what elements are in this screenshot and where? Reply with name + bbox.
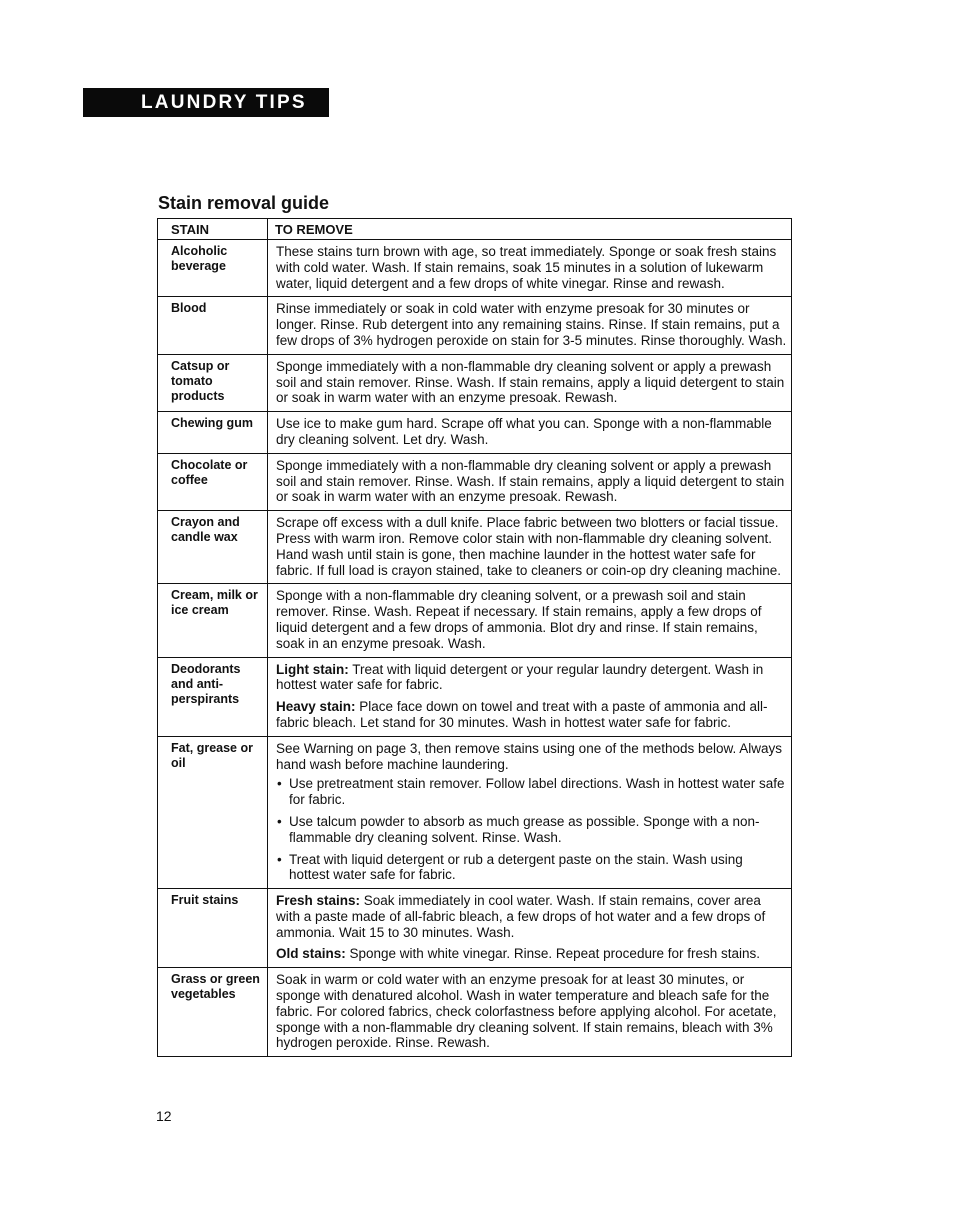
table-row [158, 453, 792, 510]
page-title: Stain removal guide [158, 193, 330, 213]
bullet-icon: • [277, 776, 282, 792]
bullet-icon: • [277, 813, 282, 829]
intro-text: See Warning on page 3, then remove stains using one of the methods below. Always hand wash before machine laundering. [276, 740, 783, 772]
method-list [276, 776, 787, 883]
column-header-stain: STAIN [158, 219, 268, 240]
stain-name: Blood [158, 297, 268, 354]
list-item [276, 776, 787, 808]
fresh-stain-text: Soak immediately in cool water. Wash. If stain remains, cover area with a paste made of all-fabric bleach, a few drops of hot water and a few drops of ammonia. Wait 15 to 30 minutes. Wash. [276, 893, 766, 940]
stain-instructions [268, 889, 792, 968]
heavy-stain-text: Place face down on towel and treat with a paste of ammonia and all-fabric bleach. Let stand for 30 minutes. Wash in hottest water safe for fabric. [276, 699, 768, 730]
stain-name: Alcoholic beverage [158, 240, 268, 297]
stain-name: Cream, milk or ice cream [158, 584, 268, 657]
table-row [158, 657, 792, 736]
list-item-text: Use talcum powder to absorb as much grease as possible. Sponge with a non-flammable dry cleaning solvent. Rinse. Wash. [289, 813, 760, 845]
stain-instructions: Sponge with a non-flammable dry cleaning solvent, or a prewash soil and stain remover. Rinse. Wash. Repeat if necessary. If stain remains, apply a few drops of liquid detergent and a few drops of ammonia. Blot dry and rinse. If stain remains, soak in an enzyme presoak. Wash. [268, 584, 792, 657]
light-stain-label: Light stain: [276, 661, 349, 677]
fresh-stain-paragraph [276, 893, 787, 940]
stain-instructions [268, 736, 792, 888]
old-stain-text: Sponge with white vinegar. Rinse. Repeat procedure for fresh stains. [345, 946, 760, 962]
list-item-text: Treat with liquid detergent or rub a detergent paste on the stain. Wash using hottest water safe for fabric. [289, 851, 743, 883]
stain-name: Grass or green vegetables [158, 968, 268, 1057]
stain-instructions [268, 657, 792, 736]
table-header-row [158, 219, 792, 240]
stain-name: Catsup or tomato products [158, 354, 268, 411]
table-row [158, 511, 792, 584]
old-stain-paragraph [276, 946, 787, 962]
fresh-stain-label: Fresh stains: [276, 893, 361, 909]
stain-instructions: Sponge immediately with a non-flammable dry cleaning solvent or apply a prewash soil and stain remover. Rinse. Wash. If stain remains, apply a liquid detergent to stain or soak in warm water with an enzyme presoak. Rewash. [268, 453, 792, 510]
stain-name: Chewing gum [158, 412, 268, 454]
list-item [276, 852, 787, 884]
section-banner: LAUNDRY TIPS [83, 88, 329, 117]
stain-removal-table [157, 218, 792, 1057]
stain-name: Fruit stains [158, 889, 268, 968]
stain-instructions: Sponge immediately with a non-flammable dry cleaning solvent or apply a prewash soil and stain remover. Rinse. Wash. If stain remains, apply a liquid detergent to stain or soak in warm water with an enzyme presoak. Rewash. [268, 354, 792, 411]
heavy-stain-label: Heavy stain: [276, 699, 356, 715]
stain-name: Chocolate or coffee [158, 453, 268, 510]
light-stain-paragraph [276, 662, 787, 694]
stain-name: Fat, grease or oil [158, 736, 268, 888]
table-row [158, 240, 792, 297]
table-row [158, 297, 792, 354]
table-row [158, 584, 792, 657]
old-stain-label: Old stains: [276, 946, 346, 962]
list-item-text: Use pretreatment stain remover. Follow label directions. Wash in hottest water safe for fabric. [289, 776, 785, 808]
table-row [158, 354, 792, 411]
table-row [158, 412, 792, 454]
stain-instructions: Use ice to make gum hard. Scrape off what you can. Sponge with a non-flammable dry cleaning solvent. Let dry. Wash. [268, 412, 792, 454]
stain-instructions: These stains turn brown with age, so treat immediately. Sponge or soak fresh stains with cold water. Wash. If stain remains, soak 15 minutes in a solution of lukewarm water, liquid detergent and a few drops of white vinegar. Rinse and rewash. [268, 240, 792, 297]
bullet-icon: • [277, 851, 282, 867]
column-header-to-remove: TO REMOVE [268, 219, 792, 240]
list-item [276, 814, 787, 846]
page-number: 12 [156, 1108, 172, 1124]
table-row [158, 736, 792, 888]
stain-instructions: Rinse immediately or soak in cold water with enzyme presoak for 30 minutes or longer. Rinse. Rub detergent into any remaining stains. Rinse. If stain remains, put a few drops of 3% hydrogen peroxide on stain for 3-5 minutes. Rinse thoroughly. Wash. [268, 297, 792, 354]
heavy-stain-paragraph [276, 699, 787, 731]
stain-name: Deodorants and anti-perspirants [158, 657, 268, 736]
stain-name: Crayon and candle wax [158, 511, 268, 584]
stain-instructions: Scrape off excess with a dull knife. Place fabric between two blotters or facial tissue. Press with warm iron. Remove color stain with non-flammable dry cleaning solvent. Hand wash until stain is gone, then machine launder in the hottest water safe for fabric. If full load is crayon stained, take to cleaners or coin-op dry cleaning machine. [268, 511, 792, 584]
stain-instructions: Soak in warm or cold water with an enzyme presoak for at least 30 minutes, or sponge with denatured alcohol. Wash in water temperature and bleach safe for the fabric. For colored fabrics, check colorfastness before applying alcohol. For acetate, sponge with a non-flammable dry cleaning solvent. If stain remains, bleach with 3% hydrogen peroxide. Rinse. Rewash. [268, 968, 792, 1057]
table-row [158, 968, 792, 1057]
table-row [158, 889, 792, 968]
light-stain-text: Treat with liquid detergent or your regular laundry detergent. Wash in hottest water safe for fabric. [276, 661, 764, 693]
